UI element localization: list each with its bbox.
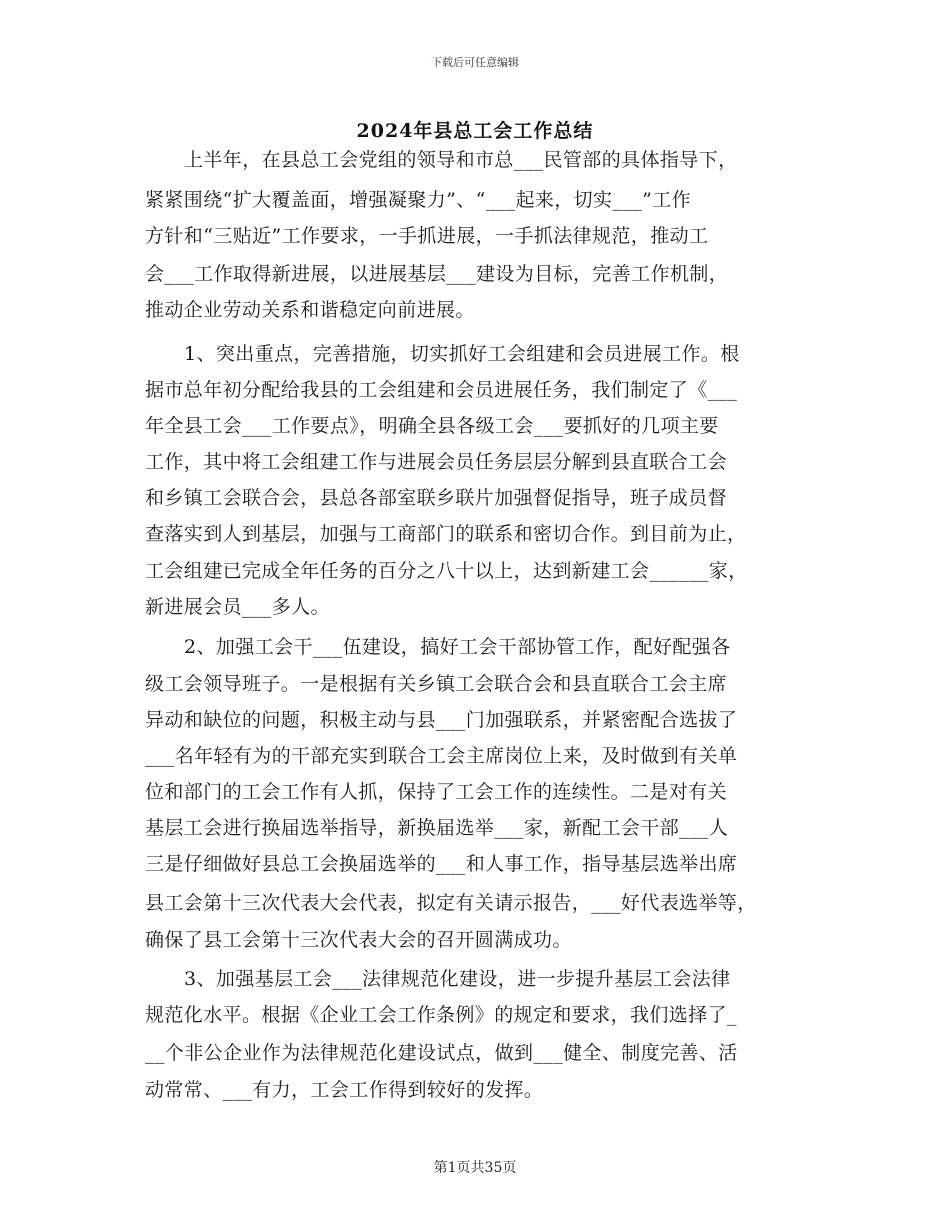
page-number: 第1页共35页: [433, 1160, 517, 1176]
document-title: 2024年县总工会工作总结: [356, 120, 594, 142]
body-line: 异动和缺位的问题，积极主动与县___门加强联系，并紧密配合选拔了: [145, 709, 738, 731]
body-line: 方针和“三贴近”工作要求，一手抓进展，一手抓法律规范，推动工: [145, 225, 709, 247]
body-line: 年全县工会___工作要点》，明确全县各级工会___要抓好的几项主要: [145, 415, 719, 437]
body-line: 基层工会进行换届选举指导，新换届选举___家，新配工会干部___人: [145, 817, 729, 839]
body-line: 规范化水平。根据《企业工会工作条例》的规定和要求，我们选择了_: [145, 1004, 737, 1026]
body-line: 新进展会员___多人。: [145, 596, 330, 618]
body-line: 上半年，在县总工会党组的领导和市总___民管部的具体指导下，: [184, 149, 738, 171]
body-line: 3、加强基层工会___法律规范化建设，进一步提升基层工会法律: [184, 968, 731, 990]
page-header-note: 下载后可任意编辑: [431, 56, 519, 69]
body-line: __个非公企业作为法律规范化建设试点，做到___健全、制度完善、活: [145, 1042, 738, 1064]
body-line: 和乡镇工会联合会，县总各部室联乡联片加强督促指导，班子成员督: [145, 487, 728, 509]
body-line: 1、突出重点，完善措施，切实抓好工会组建和会员进展工作。根: [184, 343, 740, 365]
body-line: 县工会第十三次代表大会代表，拟定有关请示报告，___好代表选举等，: [145, 892, 757, 914]
body-line: 动常常、___有力，工会工作得到较好的发挥。: [145, 1079, 544, 1101]
body-line: 紧紧围绕“扩大覆盖面，增强凝聚力”、“___起来，切实___”工作: [145, 189, 692, 211]
body-line: 会___工作取得新进展，以进展基层___建设为目标，完善工作机制，: [145, 263, 729, 285]
body-line: 级工会领导班子。一是根据有关乡镇工会联合会和县直联合工会主席: [145, 673, 728, 695]
body-line: 查落实到人到基层，加强与工商部门的联系和密切合作。到目前为止，: [145, 523, 747, 545]
body-line: 推动企业劳动关系和谐稳定向前进展。: [145, 299, 475, 321]
body-line: 三是仔细做好县总工会换届选举的___和人事工作，指导基层选举出席: [145, 853, 738, 875]
body-line: 2、加强工会干___伍建设，搞好工会干部协管工作，配好配强各: [184, 636, 731, 658]
body-line: 工作，其中将工会组建工作与进展会员任务层层分解到县直联合工会: [145, 451, 728, 473]
body-line: ___名年轻有为的干部充实到联合工会主席岗位上来，及时做到有关单: [145, 745, 738, 767]
body-line: 工会组建已完成全年任务的百分之八十以上，达到新建工会______家，: [145, 560, 748, 582]
body-line: 确保了县工会第十三次代表大会的召开圆满成功。: [145, 929, 572, 951]
body-line: 位和部门的工会工作有人抓，保持了工会工作的连续性。二是对有关: [145, 781, 728, 803]
body-line: 据市总年初分配给我县的工会组建和会员进展任务，我们制定了《___: [145, 379, 738, 401]
